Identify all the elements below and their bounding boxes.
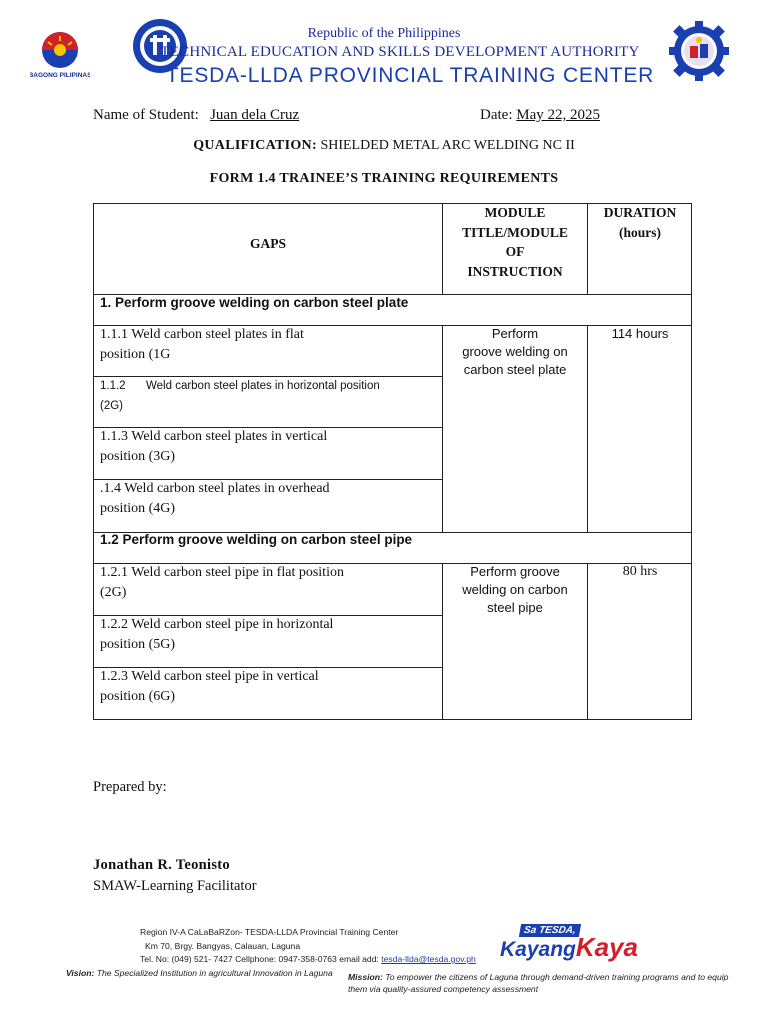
gap-line: .1.4 Weld carbon steel plates in overhead <box>100 481 330 496</box>
footer-email-link[interactable]: tesda-llda@tesda.gov.ph <box>381 954 476 964</box>
qualification-value: SHIELDED METAL ARC WELDING NC II <box>320 138 575 153</box>
signer-role: SMAW-Learning Facilitator <box>93 878 257 894</box>
student-name-row <box>93 107 299 124</box>
table-divider <box>587 325 588 532</box>
gap-line: position (4G) <box>100 501 176 516</box>
section-title: 1. Perform groove welding on carbon steel plate <box>100 295 409 310</box>
qualification-label: QUALIFICATION: <box>193 138 317 153</box>
gap-line: 1.2.2 Weld carbon steel pipe in horizontal <box>100 617 334 632</box>
gap-item <box>100 376 435 416</box>
gap-line: 1.1.3 Weld carbon steel plates in vertical <box>100 429 328 444</box>
section-title: 1.2 Perform groove welding on carbon steel pipe <box>100 532 413 547</box>
agency-heading: TECHNICAL EDUCATION AND SKILLS DEVELOPMENT AUTHORITY <box>160 44 640 60</box>
gap-line: position (1G <box>100 347 171 362</box>
mission-text: To empower the citizens of Laguna through demand-driven training programs and to equip them via quality-assured competency assessment <box>348 972 729 994</box>
module-header-line: MODULE <box>484 205 546 220</box>
footer-contact-line <box>140 954 476 964</box>
module-line: Perform groove <box>470 564 560 579</box>
gap-line: position (6G) <box>100 689 176 704</box>
gap-item <box>100 615 435 655</box>
footer-contact-text: Tel. No: (049) 521- 7427 Cellphone: 0947-358-0763 email add: <box>140 954 382 964</box>
gap-line: 1.2.1 Weld carbon steel pipe in flat position <box>100 565 344 580</box>
footer-vision <box>66 968 333 978</box>
gap-line: Weld carbon steel plates in horizontal position <box>146 380 380 392</box>
date-label: Date: <box>480 107 513 123</box>
gap-item <box>100 427 435 467</box>
duration-header <box>588 203 692 242</box>
signer-name: Jonathan R. Teonisto <box>93 857 230 873</box>
vision-text: The Specialized Institution in agricultural Innovation in Laguna <box>94 968 333 978</box>
gap-item <box>100 667 435 707</box>
module-line: steel pipe <box>487 600 543 615</box>
slogan-big-text <box>500 932 638 963</box>
duration-cell: 114 hours <box>611 326 669 341</box>
sa-tesda-kayang-kaya-logo <box>500 924 680 962</box>
slogan-small-text: Sa TESDA, <box>519 924 581 937</box>
date-row <box>480 107 600 124</box>
slogan-part: Kaya <box>575 932 639 962</box>
duration-header-line: DURATION <box>603 205 677 220</box>
gap-item <box>100 325 435 365</box>
module-header-line: OF <box>505 244 525 259</box>
gap-line: 1.2.3 Weld carbon steel pipe in vertical <box>100 669 319 684</box>
module-header-line: INSTRUCTION <box>467 263 563 279</box>
module-line: groove welding on <box>462 344 568 359</box>
module-header-line: TITLE/MODULE <box>462 224 568 240</box>
student-name-value: Juan dela Cruz <box>210 107 300 123</box>
duration-header-line: (hours) <box>618 224 661 240</box>
qualification-row <box>0 138 768 154</box>
training-center-heading: TESDA-LLDA PROVINCIAL TRAINING CENTER <box>165 64 655 87</box>
student-name-label: Name of Student: <box>93 107 199 123</box>
gap-line: position (3G) <box>100 449 176 464</box>
gap-line: 1.1.1 Weld carbon steel plates in flat <box>100 327 304 342</box>
gap-item <box>100 479 435 519</box>
module-cell <box>443 563 587 617</box>
gap-line: (2G) <box>100 400 123 412</box>
mission-label: Mission: <box>348 972 383 982</box>
date-value: May 22, 2025 <box>516 107 600 123</box>
gap-line: position (5G) <box>100 637 176 652</box>
bagong-pilipinas-caption: BAGONG PILIPINAS <box>30 72 90 79</box>
table-divider <box>587 563 588 720</box>
footer-address-line: Km 70, Brgy. Bangyas, Calauan, Laguna <box>145 941 301 951</box>
footer-mission <box>348 971 738 995</box>
gap-item <box>100 563 435 603</box>
vision-label: Vision: <box>66 968 95 978</box>
duration-cell: 80 hrs <box>622 564 658 579</box>
module-header <box>443 203 587 281</box>
republic-heading: Republic of the Philippines <box>307 26 461 41</box>
gap-number: 1.1.2 <box>100 380 126 392</box>
prepared-by-label: Prepared by: <box>93 779 167 795</box>
gap-line: (2G) <box>100 585 127 600</box>
module-cell <box>443 325 587 379</box>
module-line: carbon steel plate <box>463 362 567 377</box>
gaps-header: GAPS <box>249 236 286 251</box>
module-line: welding on carbon <box>462 582 568 597</box>
footer-address-line: Region IV-A CaLaBaRZon- TESDA-LLDA Provincial Training Center <box>140 927 399 937</box>
form-title: FORM 1.4 TRAINEE’S TRAINING REQUIREMENTS <box>209 171 559 186</box>
module-line: Perform <box>491 326 539 341</box>
slogan-part: Kayang <box>500 938 576 961</box>
